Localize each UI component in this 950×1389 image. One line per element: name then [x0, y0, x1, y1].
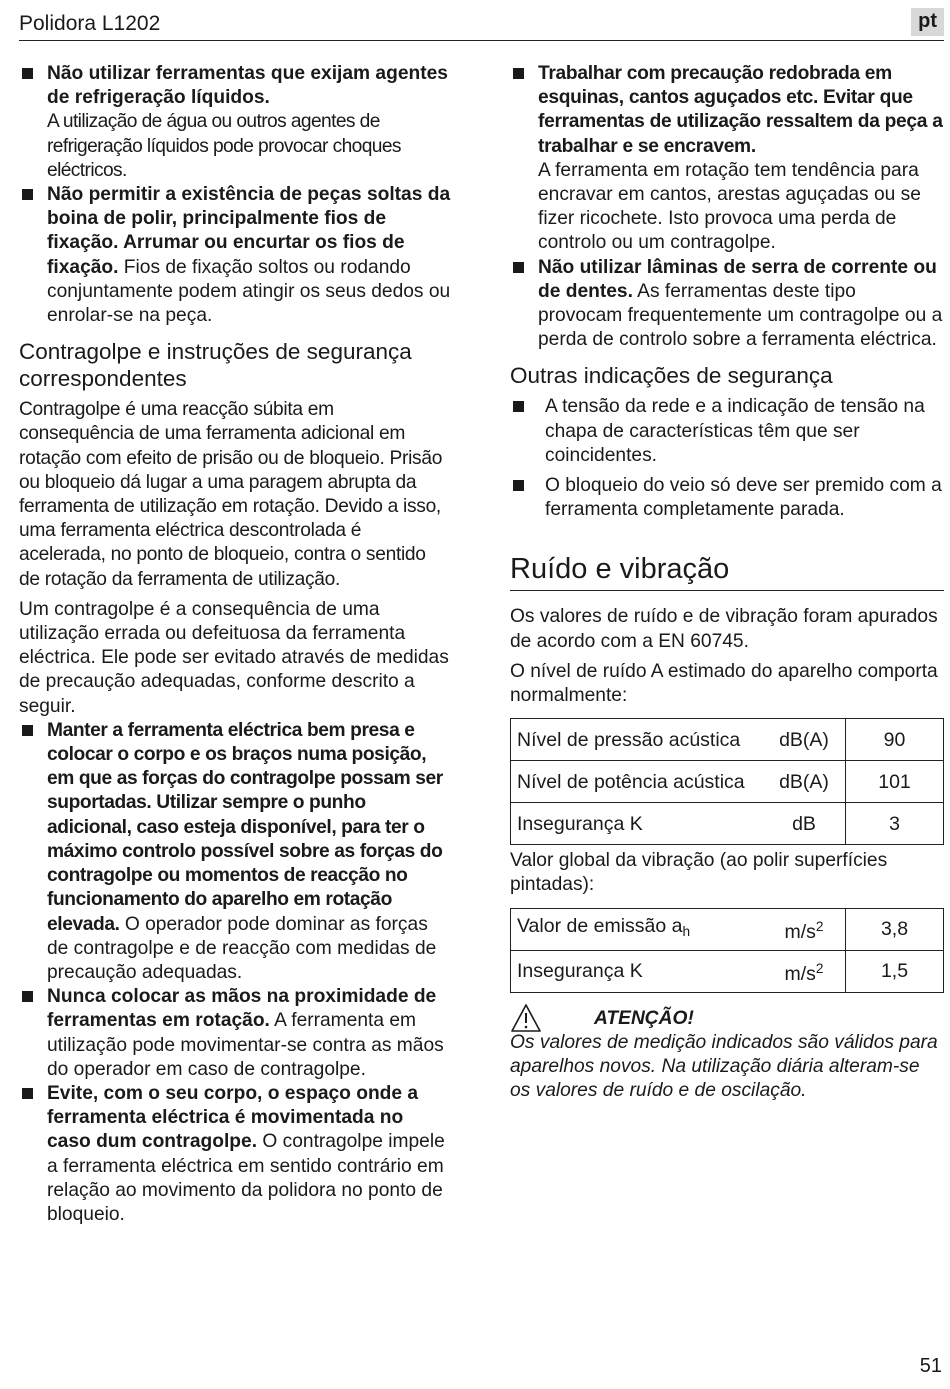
- safety-item-spindle-lock: [510, 474, 944, 522]
- noise-table: [510, 718, 944, 845]
- safety-item-voltage: [510, 395, 944, 468]
- table-cell-value: 1,5: [846, 950, 944, 992]
- safety-item-text: Fios de fixação soltos ou rodando conjuntamente podem atingir os seus dedos ou enrolar-se na peça.: [47, 256, 451, 327]
- cell-unit-text: m/s: [784, 920, 816, 943]
- warning-text: Os valores de medição indicados são válidos para aparelhos novos. Na utilização diária alteram-se os valores de ruído e de oscilação.: [510, 1031, 938, 1102]
- section-heading-kickback: Contragolpe e instruções de segurança correspondentes: [19, 339, 412, 392]
- safety-item-heading: Trabalhar com precaução redobrada em esquinas, cantos aguçados etc. Evitar que ferramentas de utilização ressaltem da peça a trabalhar e se encravem.: [538, 63, 943, 157]
- safety-item-heading: Não permitir a existência de peças soltas da boina de polir, principalmente fios de fixação. Arrumar ou encurtar os fios de fixação.: [47, 184, 451, 278]
- safety-item-heading: Nunca colocar as mãos na proximidade de ferramentas em rotação.: [47, 986, 437, 1032]
- page-header: [19, 8, 944, 41]
- table-cell-label: [511, 908, 764, 950]
- table-row: [511, 803, 944, 845]
- page-number: 51: [919, 1355, 942, 1377]
- safety-item-text: O bloqueio do veio só deve ser premido com a ferramenta completamente parada.: [545, 475, 942, 521]
- safety-item-loose-parts: [19, 183, 451, 328]
- safety-item-body-position: [19, 1082, 451, 1227]
- table-row: [511, 908, 944, 950]
- safety-item-hands: [19, 985, 451, 1082]
- document-title: Polidora L1202: [19, 12, 161, 35]
- table-cell-unit: [763, 908, 846, 950]
- safety-item-text: O operador pode dominar as forças de contragolpe e de reacção com medidas de precaução adequadas.: [47, 913, 437, 983]
- warning-title: ATENÇÃO!: [594, 1007, 694, 1029]
- table-row: [511, 719, 944, 761]
- right-column: [510, 62, 944, 1103]
- table-cell-unit: dB(A): [763, 761, 846, 803]
- left-column: [19, 62, 451, 1227]
- warning-notice: [510, 1007, 944, 1104]
- safety-item-text: As ferramentas deste tipo provocam frequentemente um contragolpe ou a perda de controlo sobre a ferramenta eléctrica.: [538, 280, 943, 351]
- safety-item-text: A ferramenta em utilização pode movimentar-se contra as mãos do operador em caso de contragolpe.: [47, 1010, 444, 1080]
- safety-item-corners: [510, 62, 944, 256]
- safety-item-text: A utilização de água ou outros agentes de refrigeração líquidos pode provocar choques eléctricos.: [47, 111, 401, 181]
- table-cell-unit: [763, 950, 846, 992]
- cell-label-text: Valor de emissão a: [517, 915, 683, 938]
- paragraph-kickback-prevention: Um contragolpe é a consequência de uma utilização errada ou defeituosa da ferramenta eléctrica. Ele pode ser evitado através de medidas de precaução adequadas, conforme descrito a seguir.: [19, 598, 449, 717]
- safety-item-heading: Evite, com o seu corpo, o espaço onde a ferramenta eléctrica é movimentada no caso dum contragolpe.: [47, 1082, 419, 1153]
- paragraph-noise-level: O nível de ruído A estimado do aparelho comporta normalmente:: [510, 660, 938, 707]
- table-row: [511, 950, 944, 992]
- warning-triangle-icon: [510, 1003, 542, 1033]
- language-tag: pt: [911, 8, 944, 36]
- paragraph-kickback-definition: Contragolpe é uma reacção súbita em consequência de uma ferramenta adicional em rotação com efeito de prisão ou de bloqueio. Prisão ou bloqueio dá lugar a uma paragem abrupta da ferramenta de utilização em rotação. Devido a isso, uma ferramenta eléctrica descontrolada é acelerada, no ponto de bloqueio, contra o sentido de rotação da ferramenta de utilização.: [19, 399, 443, 590]
- safety-item-heading: Não utilizar lâminas de serra de corrente ou de dentes.: [538, 256, 937, 302]
- safety-item-text: O contragolpe impele a ferramenta eléctrica em sentido contrário em relação ao movimento da polidora no ponto de bloqueio.: [47, 1131, 445, 1225]
- table-row: [511, 761, 944, 803]
- safety-item-hold-tool: [19, 719, 451, 985]
- cell-unit-superscript: 2: [815, 918, 824, 934]
- vibration-table: [510, 908, 944, 993]
- cell-unit-text: m/s: [784, 962, 816, 985]
- cell-unit-superscript: 2: [815, 960, 824, 976]
- cell-label-subscript: h: [682, 924, 691, 940]
- table-cell-label: Insegurança K: [511, 950, 764, 992]
- table-cell-label: Nível de potência acústica: [511, 761, 764, 803]
- safety-item-text: A tensão da rede e a indicação de tensão na chapa de características têm que ser coincidentes.: [545, 396, 925, 466]
- safety-item-coolants: [19, 62, 451, 183]
- section-heading-noise-vibration: Ruído e vibração: [510, 552, 944, 591]
- table-cell-label: Insegurança K: [511, 803, 764, 845]
- table-cell-label: Nível de pressão acústica: [511, 719, 764, 761]
- table-cell-value: 3: [846, 803, 944, 845]
- section-heading-other-safety: Outras indicações de segurança: [510, 363, 833, 389]
- table-cell-unit: dB: [763, 803, 846, 845]
- paragraph-vibration-intro: Valor global da vibração (ao polir superfícies pintadas):: [510, 850, 888, 896]
- safety-item-heading: Não utilizar ferramentas que exijam agentes de refrigeração líquidos.: [47, 63, 448, 109]
- safety-item-saw-blades: [510, 256, 944, 353]
- safety-item-text: A ferramenta em rotação tem tendência para encravar em cantos, arestas aguçadas ou se fizer ricochete. Isto provoca uma perda de controlo ou um contragolpe.: [538, 159, 921, 254]
- table-cell-value: 101: [846, 761, 944, 803]
- table-cell-value: 3,8: [846, 908, 944, 950]
- table-cell-value: 90: [846, 719, 944, 761]
- paragraph-noise-standard: Os valores de ruído e de vibração foram apurados de acordo com a EN 60745.: [510, 606, 938, 652]
- safety-item-heading: Manter a ferramenta eléctrica bem presa e colocar o corpo e os braços numa posição, em que as forças do contragolpe possam ser suportadas. Utilizar sempre o punho adicional, caso esteja disponível, para ter o máximo controlo possível sobre as forças do contragolpe ou momentos de reacção no funcionamento do aparelho em rotação elevada.: [47, 719, 443, 935]
- table-cell-unit: dB(A): [763, 719, 846, 761]
